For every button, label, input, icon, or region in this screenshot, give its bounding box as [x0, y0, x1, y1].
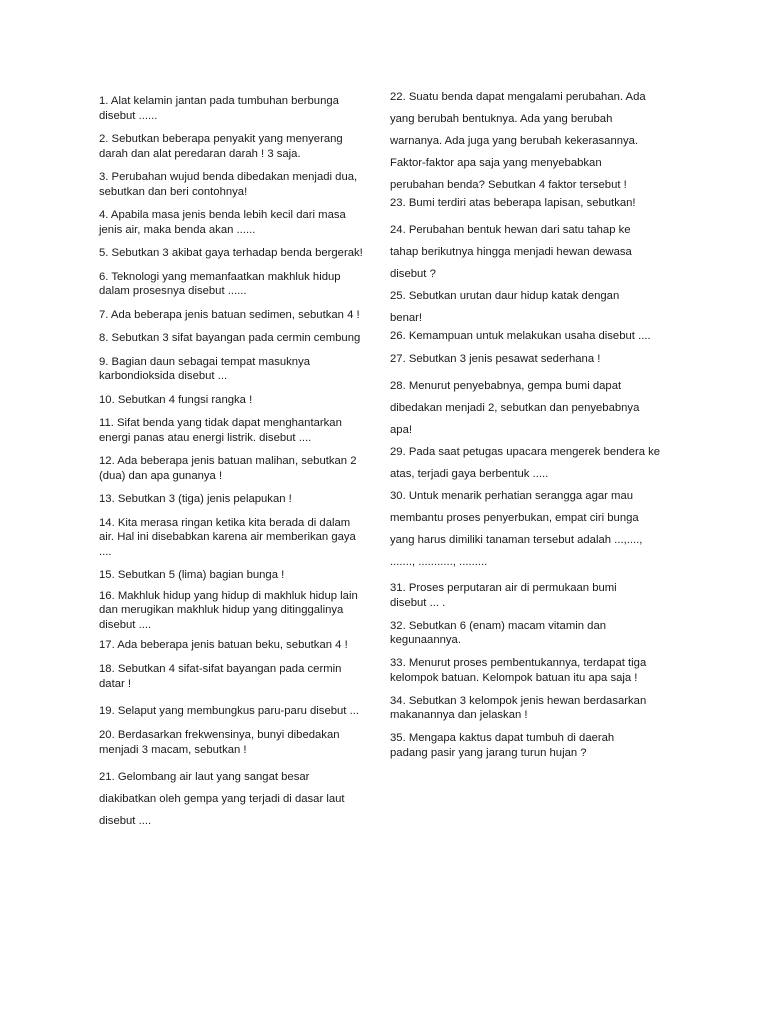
question-item	[99, 766, 377, 832]
question-text-line: diakibatkan oleh gempa yang terjadi di dasar laut	[99, 793, 345, 805]
question-item	[99, 568, 377, 583]
question-item	[99, 246, 377, 261]
question-text-line: kelompok batuan. Kelompok batuan itu apa saja !	[390, 671, 638, 684]
question-item	[99, 94, 377, 123]
question-item	[99, 170, 377, 199]
question-text-line: disebut ?	[390, 268, 436, 280]
question-text-line: 14. Kita merasa ringan ketika kita berada di dalam	[99, 516, 351, 529]
question-text-line: dan merugikan makhluk hidup yang ditinggalinya	[99, 604, 344, 616]
question-item	[99, 662, 377, 691]
question-item	[390, 731, 672, 760]
question-item	[390, 352, 672, 367]
question-item	[390, 485, 672, 573]
question-item	[99, 331, 377, 346]
question-text-line: sebutkan dan beri contohnya!	[99, 185, 248, 198]
question-text-line: 35. Mengapa kaktus dapat tumbuh di daerah	[390, 732, 615, 744]
question-item	[99, 308, 377, 323]
question-text-line: dibedakan menjadi 2, sebutkan dan penyebabnya	[390, 402, 640, 414]
question-item	[99, 416, 377, 445]
question-text-line: disebut ....	[99, 815, 152, 827]
question-item	[99, 208, 377, 237]
question-text-line: makanannya dan jelaskan !	[390, 709, 528, 721]
question-text-line: 2. Sebutkan beberapa penyakit yang menyerang	[99, 133, 343, 145]
question-text-line: 7. Ada beberapa jenis batuan sedimen, sebutkan 4 !	[99, 308, 360, 321]
left-question-column	[99, 94, 377, 832]
question-text-line: disebut ... .	[390, 596, 446, 609]
question-item	[99, 454, 377, 483]
question-text-line: jenis air, maka benda akan ......	[99, 223, 256, 236]
question-text-line: 26. Kemampuan untuk melakukan usaha disebut ....	[390, 330, 651, 342]
question-text-line: ....	[99, 545, 112, 558]
question-text-line: 33. Menurut proses pembentukannya, terdapat tiga	[390, 657, 647, 669]
question-text-line: disebut ....	[99, 618, 152, 631]
question-text-line: yang berubah bentuknya. Ada yang berubah	[390, 113, 613, 125]
question-text-line: 25. Sebutkan urutan daur hidup katak dengan	[390, 290, 620, 302]
question-text-line: air. Hal ini disebabkan karena air memberikan gaya	[99, 531, 356, 543]
question-item	[99, 492, 377, 507]
question-text-line: padang pasir yang jarang turun hujan ?	[390, 746, 587, 759]
question-item	[390, 581, 672, 610]
question-item	[99, 589, 377, 633]
question-item	[390, 196, 672, 211]
question-item	[99, 634, 377, 656]
question-text-line: apa!	[390, 424, 412, 436]
question-text-line: 4. Apabila masa jenis benda lebih kecil dari masa	[99, 209, 346, 221]
question-text-line: 30. Untuk menarik perhatian serangga agar mau	[390, 490, 634, 502]
question-text-line: (dua) dan apa gunanya !	[99, 469, 223, 482]
question-text-line: 31. Proses perputaran air di permukaan bumi	[390, 582, 617, 594]
question-text-line: 3. Perubahan wujud benda dibedakan menjadi dua,	[99, 171, 358, 183]
question-item	[390, 375, 672, 441]
question-text-line: Faktor-faktor apa saja yang menyebabkan	[390, 157, 602, 169]
question-text-line: 13. Sebutkan 3 (tiga) jenis pelapukan !	[99, 493, 292, 505]
question-text-line: 18. Sebutkan 4 sifat-sifat bayangan pada cermin	[99, 663, 342, 675]
question-item	[99, 132, 377, 161]
question-text-line: 17. Ada beberapa jenis batuan beku, sebutkan 4 !	[99, 639, 348, 651]
question-text-line: 27. Sebutkan 3 jenis pesawat sederhana !	[390, 353, 601, 365]
question-text-line: 12. Ada beberapa jenis batuan malihan, sebutkan 2	[99, 455, 357, 467]
question-text-line: yang harus dimiliki tanaman tersebut adalah ...,....,	[390, 534, 643, 546]
question-text-line: 5. Sebutkan 3 akibat gaya terhadap benda bergerak!	[99, 247, 363, 259]
question-text-line: warnanya. Ada juga yang berubah kekerasannya.	[390, 135, 639, 147]
question-item	[390, 86, 672, 196]
question-text-line: kegunaannya.	[390, 634, 461, 646]
question-text-line: 1. Alat kelamin jantan pada tumbuhan berbunga	[99, 95, 339, 107]
question-text-line: 11. Sifat benda yang tidak dapat menghantarkan	[99, 417, 342, 429]
question-item	[99, 700, 377, 722]
question-item	[390, 329, 672, 344]
question-text-line: 29. Pada saat petugas upacara mengerek bendera ke	[390, 446, 661, 458]
question-text-line: 10. Sebutkan 4 fungsi rangka !	[99, 393, 253, 406]
question-item	[99, 393, 377, 408]
question-text-line: 9. Bagian daun sebagai tempat masuknya	[99, 355, 311, 368]
question-text-line: perubahan benda? Sebutkan 4 faktor tersebut !	[390, 179, 627, 191]
question-item	[390, 656, 672, 685]
question-text-line: 32. Sebutkan 6 (enam) macam vitamin dan	[390, 619, 607, 632]
question-text-line: 15. Sebutkan 5 (lima) bagian bunga !	[99, 569, 285, 581]
question-item	[390, 694, 672, 723]
question-item	[390, 441, 672, 485]
question-text-line: membantu proses penyerbukan, empat ciri bunga	[390, 512, 639, 524]
question-item	[390, 285, 672, 329]
question-item	[99, 728, 377, 757]
question-text-line: 34. Sebutkan 3 kelompok jenis hewan berdasarkan	[390, 694, 647, 707]
question-item	[99, 355, 377, 384]
question-item	[99, 516, 377, 560]
question-text-line: menjadi 3 macam, sebutkan !	[99, 743, 247, 756]
question-text-line: darah dan alat peredaran darah ! 3 saja.	[99, 147, 301, 160]
question-text-line: 24. Perubahan bentuk hewan dari satu tahap ke	[390, 224, 631, 236]
question-text-line: datar !	[99, 677, 132, 690]
question-text-line: 21. Gelombang air laut yang sangat besar	[99, 771, 310, 783]
right-question-column	[390, 86, 672, 769]
question-text-line: 20. Berdasarkan frekwensinya, bunyi dibedakan	[99, 729, 340, 741]
question-text-line: energi panas atau energi listrik. disebut ....	[99, 431, 312, 444]
question-text-line: benar!	[390, 312, 423, 324]
question-text-line: dalam prosesnya disebut ......	[99, 285, 247, 297]
question-text-line: karbondioksida disebut ...	[99, 370, 228, 382]
question-text-line: ......., ..........., .........	[390, 556, 488, 568]
question-text-line: 19. Selaput yang membungkus paru-paru disebut ...	[99, 705, 359, 717]
question-text-line: 6. Teknologi yang memanfaatkan makhluk hidup	[99, 270, 341, 283]
question-text-line: 8. Sebutkan 3 sifat bayangan pada cermin cembung	[99, 332, 361, 344]
question-text-line: disebut ......	[99, 109, 158, 122]
question-text-line: atas, terjadi gaya berbentuk .....	[390, 468, 549, 480]
question-text-line: 28. Menurut penyebabnya, gempa bumi dapat	[390, 380, 622, 392]
question-item	[390, 619, 672, 648]
question-item	[390, 219, 672, 285]
question-text-line: tahap berikutnya hingga menjadi hewan dewasa	[390, 246, 632, 258]
question-text-line: 16. Makhluk hidup yang hidup di makhluk hidup lain	[99, 589, 358, 602]
question-text-line: 22. Suatu benda dapat mengalami perubahan. Ada	[390, 91, 646, 103]
question-item	[99, 270, 377, 299]
question-text-line: 23. Bumi terdiri atas beberapa lapisan, sebutkan!	[390, 197, 636, 209]
